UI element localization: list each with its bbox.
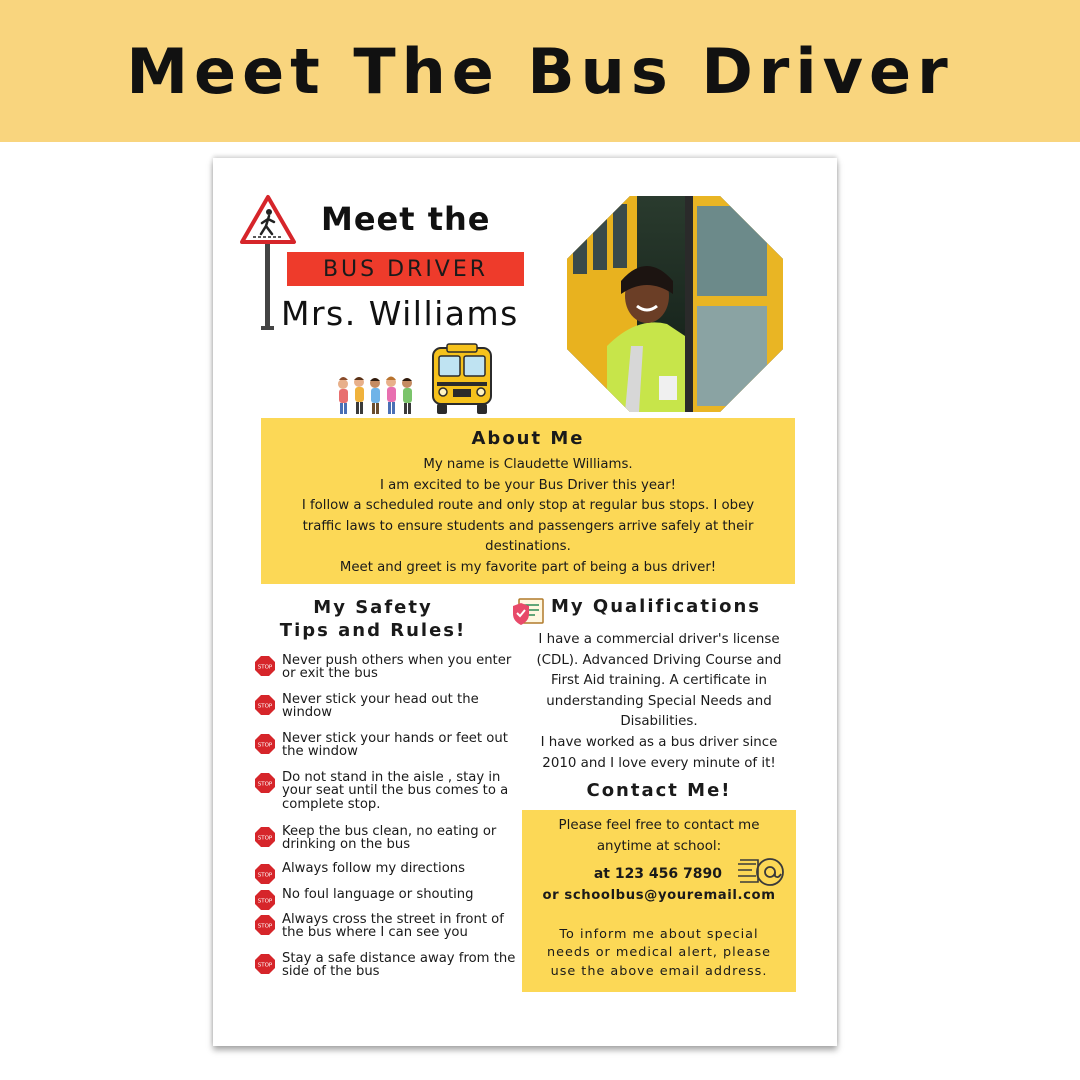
contact-panel: [522, 810, 796, 992]
safety-title-line: My Safety: [313, 597, 433, 618]
rule-text: No foul language or shouting: [282, 887, 474, 902]
stop-sign-label: STOP: [257, 703, 273, 710]
stop-sign-label: STOP: [257, 664, 273, 671]
flyer-sheet: [213, 158, 837, 1046]
role-banner: [287, 252, 524, 286]
rule-item: [255, 862, 525, 884]
rule-item: [255, 888, 525, 910]
stop-sign-icon: [255, 864, 275, 884]
stop-sign-icon: [255, 890, 275, 910]
qualification-line: (CDL). Advanced Driving Course and: [536, 652, 782, 668]
top-banner: [0, 0, 1080, 142]
driver-name: Mrs. Williams: [281, 294, 519, 333]
safety-title-line: Tips and Rules!: [279, 620, 467, 641]
about-line: My name is Claudette Williams.: [423, 457, 633, 472]
rule-item: [255, 732, 525, 759]
contact-note-line: use the above email address.: [550, 963, 768, 979]
stop-sign-icon: [255, 695, 275, 715]
rule-item: [255, 952, 525, 979]
contact-email: or schoolbus@youremail.com: [542, 888, 776, 903]
rule-item: [255, 771, 525, 811]
banner-title: Meet The Bus Driver: [126, 34, 954, 108]
qualification-line: 2010 and I love every minute of it!: [542, 755, 776, 771]
qualification-line: I have a commercial driver's license: [538, 632, 780, 647]
pedestrian-crossing-sign-icon: [239, 194, 297, 246]
contact-intro-line: Please feel free to contact me: [558, 818, 760, 833]
about-line: traffic laws to ensure students and passengers arrive safely at their: [302, 518, 754, 534]
rule-text: Never stick your hands or feet out the window: [282, 731, 508, 760]
qualification-line: Disabilities.: [620, 714, 698, 730]
rule-text: Keep the bus clean, no eating or drinking on the bus: [282, 824, 497, 853]
certificate-icon: [511, 596, 545, 628]
sign-pole: [265, 238, 270, 330]
rule-item: [255, 654, 525, 681]
contact-intro: [522, 816, 796, 857]
contact-note-line: To inform me about special: [559, 927, 759, 942]
meet-the-heading: Meet the: [321, 200, 491, 238]
about-line: destinations.: [485, 539, 571, 555]
about-me-panel: [261, 418, 795, 584]
about-me-title: About Me: [471, 428, 585, 449]
stop-sign-label: STOP: [257, 781, 273, 788]
sign-pole-base: [261, 326, 274, 330]
rule-text: Do not stand in the aisle , stay in your seat until the bus comes to a complete stop.: [282, 770, 509, 812]
rule-text: Always cross the street in front of the bus where I can see you: [282, 912, 504, 941]
stop-sign-icon: [255, 734, 275, 754]
stop-sign-label: STOP: [257, 742, 273, 749]
about-line: I am excited to be your Bus Driver this year!: [379, 477, 676, 493]
phone-email-icon: [736, 854, 786, 890]
qualification-line: understanding Special Needs and: [546, 693, 772, 709]
driver-photo: [567, 196, 783, 412]
contact-phone: at 123 456 7890: [593, 866, 722, 882]
stop-sign-label: STOP: [257, 962, 273, 969]
rule-text: Never push others when you enter or exit the bus: [282, 653, 512, 682]
rule-text: Always follow my directions: [282, 861, 466, 876]
stop-sign-label: STOP: [257, 835, 273, 842]
rule-item: [255, 825, 525, 852]
rule-item: [255, 913, 525, 940]
stop-sign-label: STOP: [257, 923, 273, 930]
about-line: Meet and greet is my favorite part of being a bus driver!: [339, 559, 717, 575]
stop-sign-icon: [255, 954, 275, 974]
rule-text: Stay a safe distance away from the side of the bus: [282, 951, 516, 980]
role-label: BUS DRIVER: [322, 256, 489, 282]
stop-sign-icon: [255, 915, 275, 935]
qualification-line: First Aid training. A certificate in: [551, 673, 767, 689]
stop-sign-icon: [255, 773, 275, 793]
rule-item: [255, 693, 525, 720]
safety-title: [253, 596, 493, 642]
qualifications-title: My Qualifications: [551, 596, 762, 617]
stop-sign-label: STOP: [257, 898, 273, 905]
school-bus-icon: [429, 342, 495, 416]
about-line: I follow a scheduled route and only stop at regular bus stops. I obey: [301, 498, 755, 514]
stop-sign-label: STOP: [257, 872, 273, 879]
contact-intro-line: anytime at school:: [596, 838, 722, 854]
children-icon: [333, 370, 425, 418]
qualification-line: I have worked as a bus driver since: [540, 734, 778, 750]
contact-note: [530, 926, 788, 981]
about-me-body: [261, 455, 795, 579]
contact-note-line: needs or medical alert, please: [546, 945, 771, 961]
rule-text: Never stick your head out the window: [282, 692, 479, 721]
contact-title: Contact Me!: [586, 780, 732, 801]
stop-sign-icon: [255, 827, 275, 847]
qualifications-body: [513, 630, 805, 774]
stop-sign-icon: [255, 656, 275, 676]
